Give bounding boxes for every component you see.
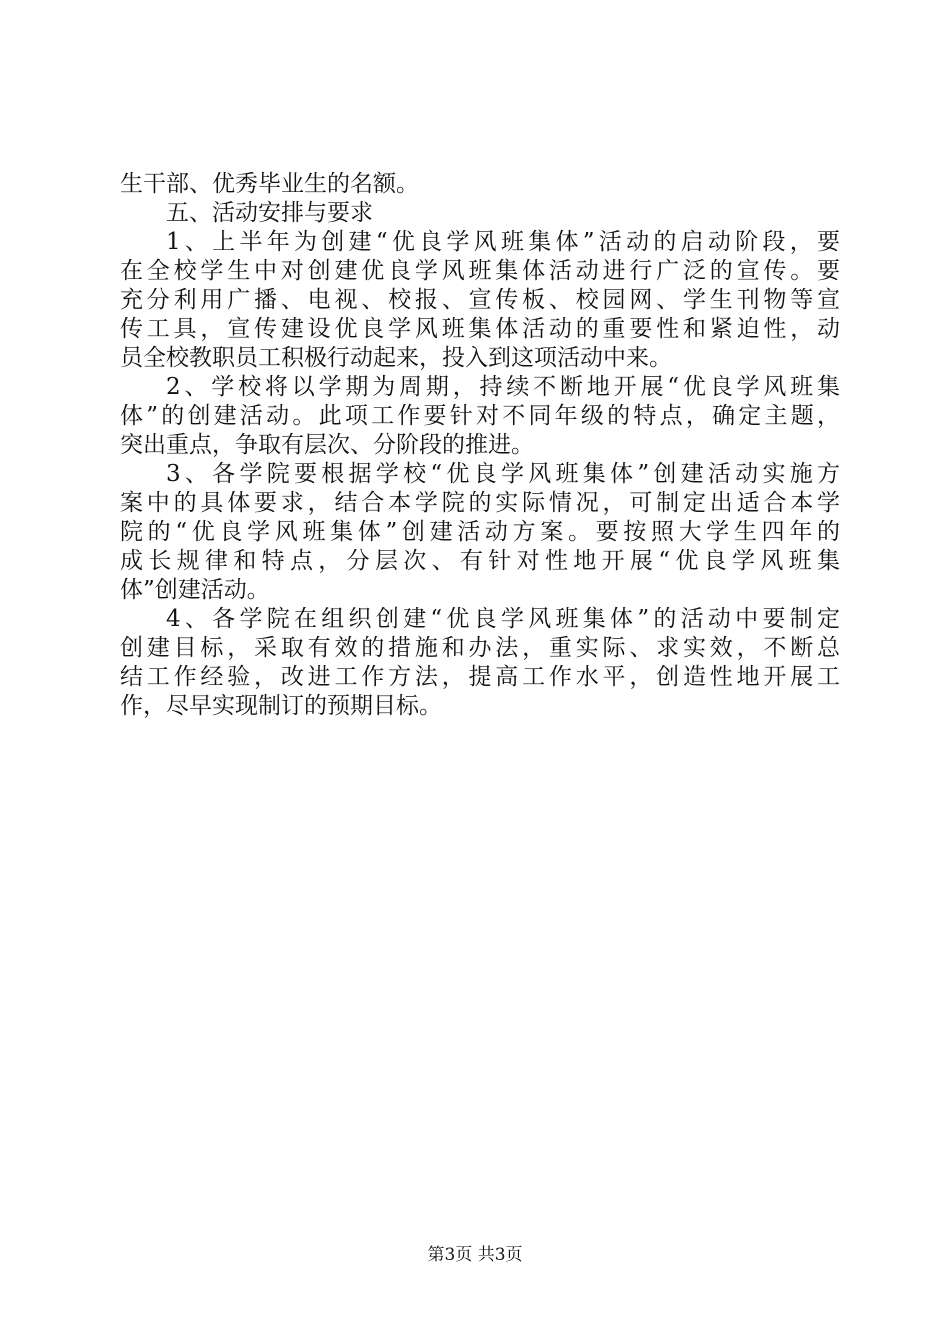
text-line: 作，尽早实现制订的预期目标。 (120, 693, 442, 719)
paragraph-p-item-4 (120, 605, 840, 721)
text-line: 员全校教职员工积极行动起来，投入到这项活动中来。 (120, 345, 672, 371)
text-line: 案中的具体要求，结合本学院的实际情况，可制定出适合本学 (120, 490, 840, 516)
text-line: 结工作经验，改进工作方法，提高工作水平，创造性地开展工 (120, 664, 840, 690)
text-line: 生干部、优秀毕业生的名额。 (120, 171, 419, 197)
paragraph-p-item-2 (120, 373, 840, 460)
paragraph-p-continued (120, 170, 840, 199)
text-line: 3、各学院要根据学校“优良学风班集体”创建活动实施方 (166, 461, 840, 487)
text-line: 创建目标，采取有效的措施和办法，重实际、求实效，不断总 (120, 635, 840, 661)
text-line: 体”的创建活动。此项工作要针对不同年级的特点，确定主题， (120, 403, 840, 429)
text-line: 五、活动安排与要求 (166, 200, 373, 226)
paragraph-p-item-3 (120, 460, 840, 605)
page-footer: 第3页 共3页 (427, 1245, 523, 1265)
text-line: 1、上半年为创建“优良学风班集体”活动的启动阶段，要 (166, 229, 840, 255)
text-line: 院的“优良学风班集体”创建活动方案。要按照大学生四年的 (120, 519, 840, 545)
text-line: 2、学校将以学期为周期，持续不断地开展“优良学风班集 (166, 374, 840, 400)
document-body (120, 170, 840, 721)
text-line: 体”创建活动。 (120, 577, 270, 603)
text-line: 在全校学生中对创建优良学风班集体活动进行广泛的宣传。要 (120, 258, 840, 284)
text-line: 4、各学院在组织创建“优良学风班集体”的活动中要制定 (166, 606, 840, 632)
text-line: 成长规律和特点，分层次、有针对性地开展“优良学风班集 (120, 548, 840, 574)
text-line: 传工具，宣传建设优良学风班集体活动的重要性和紧迫性，动 (120, 316, 840, 342)
paragraph-p-item-1 (120, 228, 840, 373)
text-line: 突出重点，争取有层次、分阶段的推进。 (120, 432, 534, 458)
text-line: 充分利用广播、电视、校报、宣传板、校园网、学生刊物等宣 (120, 287, 840, 313)
paragraph-p-section-5 (120, 199, 840, 228)
